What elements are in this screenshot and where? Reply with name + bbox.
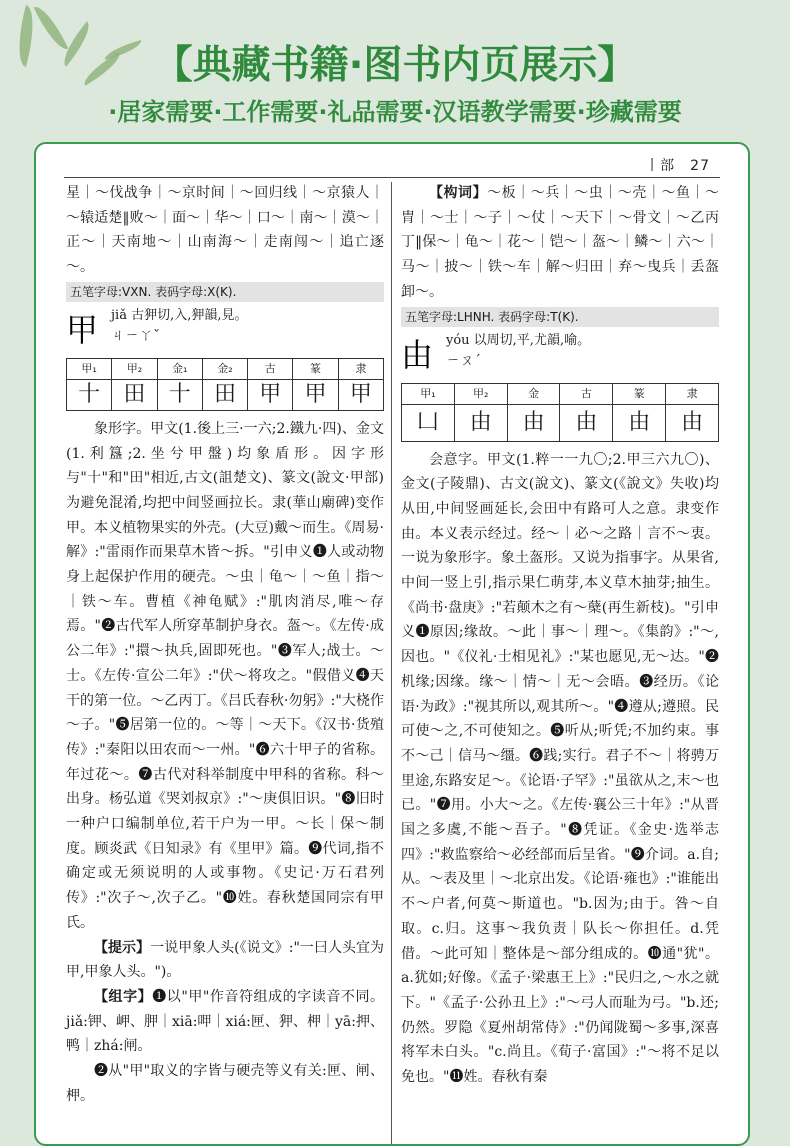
glyph-labels-row	[67, 358, 384, 379]
glyph-label: 篆	[293, 358, 338, 379]
column-divider	[391, 182, 392, 1144]
entry-heading	[66, 306, 384, 356]
entry-definition: 象形字。甲文(1.後上三·一六;2.鐵九·四)、金文(1.利簋;2.坐兮甲盤)均象盾形。因字形与"十"和"田"相近,古文(詛楚文)、篆文(說文·甲部)为避免混淆,均把中间竖画拉长。隶(華山廟碑)变作甲。本义植物果实的外壳。(大豆)戴～而生。《周易·解》:"雷雨作而果草木皆～拆。"引申义❶人或动物身上起保护作用的硬壳。～虫｜龟～｜～鱼｜指～｜铁～车。曹植《神龟赋》:"肌肉消尽,唯～存焉。"❷古代军人所穿革制护身衣。盔～。《左传·成公二年》:"擐～执兵,固即死也。"❸军人;战士。～士。《左传·宣公二年》:"伏～将攻之。"假借义❹天干的第一位。～乙丙丁。《吕氏春秋·勿躬》:"大桡作～子。"❺居第一位的。～等｜～天下。《汉书·货殖传》:"秦阳以田农而～一州。"❻六十甲子的省称。年过花～。❼古代对科举制度中甲科的省称。科～出身。杨弘道《哭刘叔京》:"～庚俱旧识。"❽旧时一种户口编制单位,若干户为一甲。～长｜保～制度。顾炎武《日知录》有《里甲》篇。❾代词,指不确定或无须说明的人或事物。《史记·万石君列传》:"次子～,次子乙。"❿姓。春秋楚国同宗有甲氏。	[66, 420, 384, 931]
glyph-label: 金₁	[157, 358, 202, 379]
glyph-labels-row	[402, 383, 719, 404]
glyph-form: 甲	[293, 379, 338, 410]
glyph-form: 十	[157, 379, 202, 410]
glyph-label: 甲₁	[402, 383, 455, 404]
glyph-label: 古	[248, 358, 293, 379]
glyph-evolution-table	[401, 383, 719, 442]
glyph-form: 甲	[338, 379, 383, 410]
input-code-bar: 五笔字母:LHNH. 表码字母:T(K).	[401, 307, 719, 327]
entry-definition: 会意字。甲文(1.粹一一九〇;2.甲三六九〇)、金文(子陵鼎)、古文(說文)、篆文(《說文》失收)均从田,中间竖画延长,会田中有路可人之意。隶变作由。本义表示经过。经～｜必～之路｜言不～衷。一说为象形字。象土盔形。又说为指事字。从果省,中间一竖上引,指示果仁萌芽,本义草木抽芽;抽生。《尚书·盘庚》:"若颠木之有～蘖(再生新枝)。"引申义❶原因;缘故。～此｜事～｜理～。《集韵》:"～,因也。"《仪礼·士相见礼》:"某也愿见,无～达。"❷机缘;因缘。缘～｜情～｜无～会晤。❸经历。《论语·为政》:"视其所以,观其所～。"❹遵从;遵照。民可使～之,不可使知之。❺听从;听凭;不加约束。事不～己｜信马～缰。❻践;实行。君子不～｜将骋万里途,东路安足～。《论语·子罕》:"虽欲从之,末～也已。"❼用。小大～之。《左传·襄公三十年》:"从晋国之多虞,不能～吾子。"❽凭证。《金史·选举志四》:"救监察给～必经部而后呈省。"❾介词。a.自;从。～表及里｜～北京出发。《论语·雍也》:"谁能出不～户者,何莫～斯道也。"b.因为;由于。咎～自取。c.归。这事～我负责｜队长～你担任。d.凭借。～此可知｜整体是～部分组成的。❿通"犹"。a.犹如;好像。《孟子·梁惠王上》:"民归之,～水之就下。"《孟子·公孙丑上》:"～弓人而耻为弓。"b.还;仍然。罗隐《夏州胡常侍》:"仍闻陇蜀～多事,深喜将军未白头。"c.尚且。《荀子·富国》:"～将不足以免也。"⓫姓。春秋有秦	[401, 451, 719, 1086]
glyph-form: 田	[112, 379, 157, 410]
entry-character: 甲	[66, 310, 99, 349]
glyph-form: 由	[560, 404, 613, 441]
zuzi-text: ❶以"甲"作音符组成的字读音不同。jiǎ:钾、岬、胛｜xiā:呷｜xiá:匣、狎、柙｜yā:押、鸭｜zhá:闸。	[66, 988, 384, 1055]
glyph-evolution-table	[66, 358, 384, 411]
entry-pronunciation: jiǎ 古狎切,入,狎韻,見。	[111, 307, 248, 323]
glyph-label: 甲₂	[454, 383, 507, 404]
dictionary-page	[34, 142, 750, 1146]
zuzi-label: 【组字】	[94, 988, 153, 1005]
glyph-label: 古	[560, 383, 613, 404]
banner-subtitle: ·居家需要·工作需要·礼品需要·汉语教学需要·珍藏需要	[108, 98, 682, 126]
entry-zhuyin: ㄐㄧㄚˇ	[111, 327, 160, 344]
right-column	[401, 181, 719, 1090]
continued-paragraph: 星｜～伐战争｜～京时间｜～回归线｜～京猿人｜～辕适楚‖败～｜面～｜华～｜口～｜南～｜漠～｜正～｜天南地～｜山南海～｜走南闯～｜追亡逐～。	[66, 185, 384, 276]
glyph-label: 隶	[338, 358, 383, 379]
entry-character: 由	[401, 335, 434, 374]
glyph-form: 甲	[248, 379, 293, 410]
glyph-label: 隶	[666, 383, 719, 404]
glyph-forms-row	[67, 379, 384, 410]
glyph-label: 金	[507, 383, 560, 404]
header-divider	[64, 177, 720, 178]
glyph-label: 金₂	[202, 358, 247, 379]
glyph-form: 凵	[402, 404, 455, 441]
entry-zhuyin: ㄧㄡˊ	[446, 352, 481, 369]
glyph-form: 由	[507, 404, 560, 441]
gouci-text: ～板｜～兵｜～虫｜～壳｜～鱼｜～胄｜～士｜～子｜～仗｜～天下｜～骨文｜～乙丙丁‖保～｜龟～｜花～｜铠～｜盔～｜鳞～｜六～｜马～｜披～｜铁～车｜解～归田｜弃～曳兵｜丢盔卸～。	[401, 185, 720, 300]
zuzi-paragraph-2: ❷从"甲"取义的字皆与硬壳等义有关:匣、闸、柙。	[66, 1063, 384, 1104]
glyph-form: 田	[202, 379, 247, 410]
tip-text: 一说甲象人头(《说文》:"一曰人头宜为甲,甲象人头。")。	[66, 939, 384, 981]
tip-label: 【提示】	[94, 939, 151, 956]
glyph-form: 由	[454, 404, 507, 441]
glyph-form: 由	[666, 404, 719, 441]
gouci-label: 【构词】	[429, 185, 488, 201]
glyph-forms-row	[402, 404, 719, 441]
left-column	[66, 181, 384, 1109]
entry-heading	[401, 331, 719, 381]
glyph-label: 篆	[613, 383, 666, 404]
zuzi-paragraph	[66, 985, 384, 1059]
page-header: 丨部 27	[645, 158, 710, 174]
glyph-form: 由	[613, 404, 666, 441]
glyph-label: 甲₁	[67, 358, 112, 379]
entry-pronunciation: yóu 以周切,平,尤韻,喻。	[446, 332, 591, 348]
glyph-label: 甲₂	[112, 358, 157, 379]
gouci-paragraph	[401, 181, 719, 305]
banner-title: 【典藏书籍·图书内页展示】	[153, 43, 637, 88]
glyph-form: 十	[67, 379, 112, 410]
tip-paragraph	[66, 936, 384, 985]
input-code-bar: 五笔字母:VXN. 表码字母:X(K).	[66, 282, 384, 302]
